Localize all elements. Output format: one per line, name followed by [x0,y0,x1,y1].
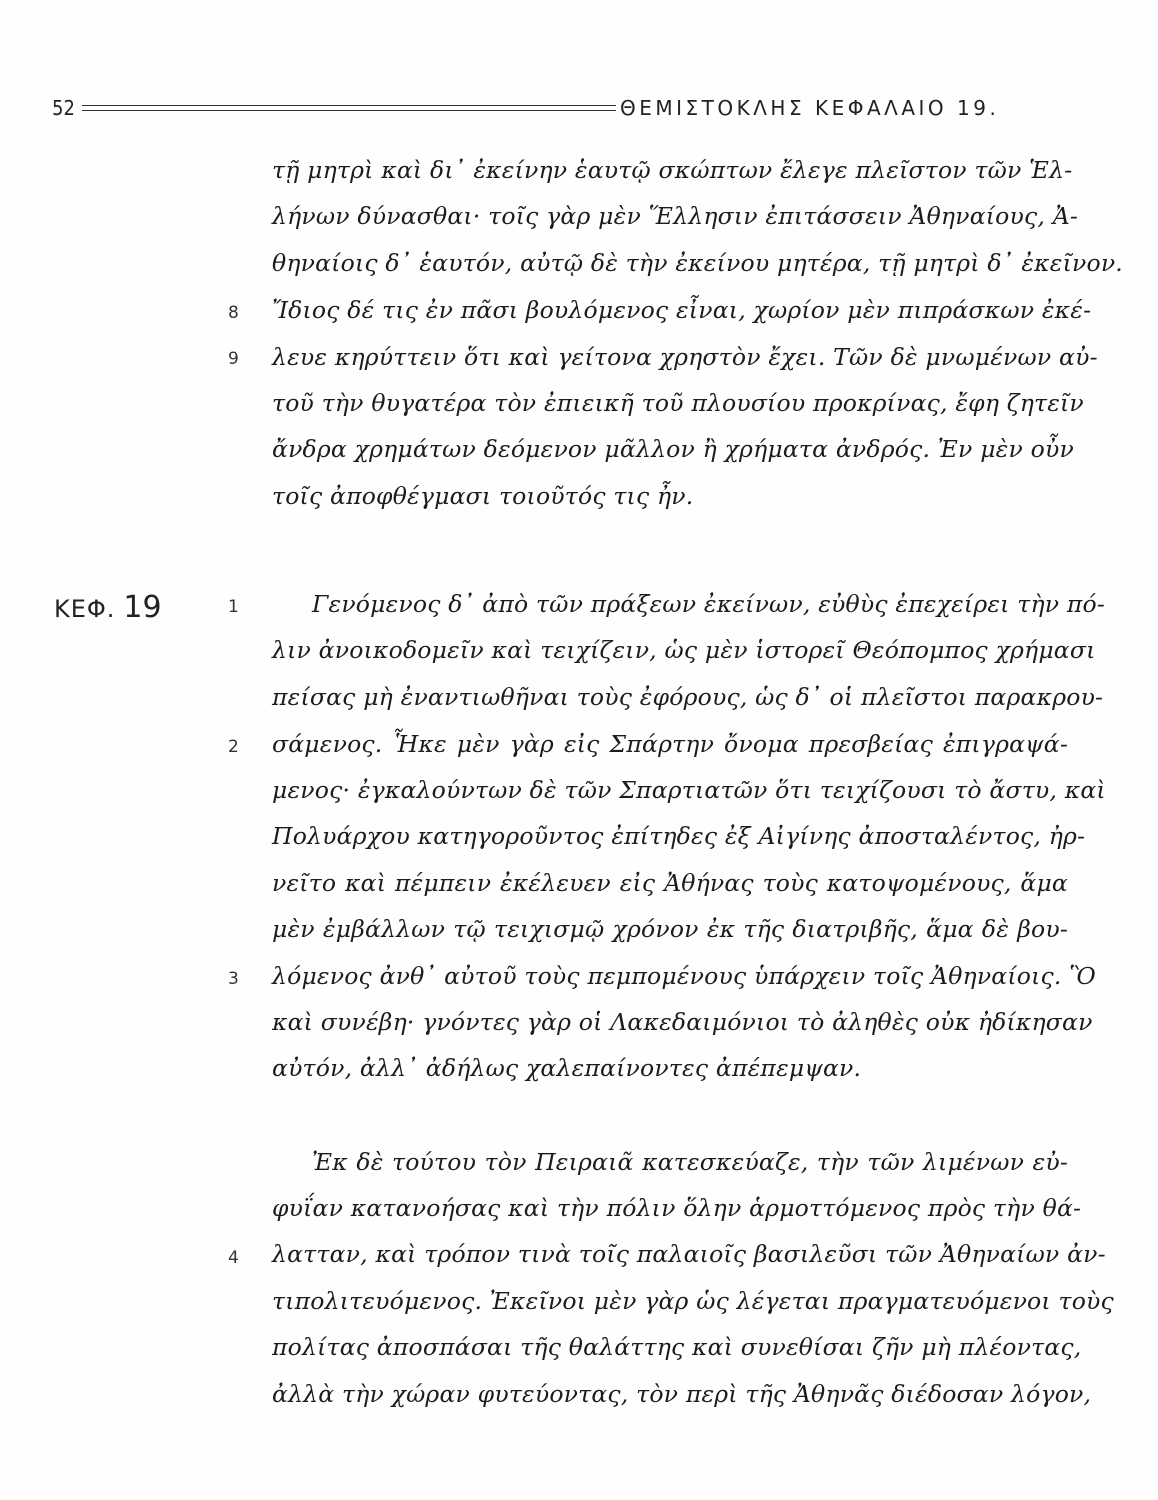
text-line: τῇ μητρὶ καὶ δι᾽ ἐκείνην ἑαυτῷ σκώπτων ἔλεγε πλεῖστον τῶν Ἑλ- [272,156,1073,184]
text-line: λήνων δύνασθαι· τοῖς γὰρ μὲν Ἕλλησιν ἐπιτάσσειν Ἀθηναίους, Ἀ- [272,202,1079,230]
text-line: θηναίοις δ᾽ ἑαυτόν, αὐτῷ δὲ τὴν ἐκείνου μητέρα, τῇ μητρὶ δ᾽ ἐκεῖνον. [272,249,1123,277]
text-line: φυΐαν κατανοήσας καὶ τὴν πόλιν ὅλην ἁρμοττόμενος πρὸς τὴν θά- [272,1194,1082,1222]
text-line: Ἴδιος δέ τις ἐν πᾶσι βουλόμενος εἶναι, χωρίον μὲν πιπράσκων ἐκέ- [272,296,1092,324]
text-line: πολίτας ἀποσπάσαι τῆς θαλάττης καὶ συνεθίσαι ζῆν μὴ πλέοντας, [272,1333,1082,1361]
text-line: Ἐκ δὲ τούτου τὸν Πειραιᾶ κατεσκεύαζε, τὴν τῶν λιμένων εὐ- [312,1148,1068,1176]
page-number: 52 [52,96,75,120]
text-line: τοῖς ἀποφθέγμασι τοιοῦτός τις ἦν. [272,482,694,510]
text-line: πείσας μὴ ἐναντιωθῆναι τοὺς ἐφόρους, ὡς δ᾽ οἱ πλεῖστοι παρακρου- [272,683,1104,711]
section-number: 3 [228,969,239,989]
section-number: 4 [228,1248,239,1268]
text-line: Γενόμενος δ᾽ ἀπὸ τῶν πράξεων ἐκείνων, εὐθὺς ἐπεχείρει τὴν πό- [312,590,1106,618]
text-line: ἀλλὰ τὴν χώραν φυτεύοντας, τὸν περὶ τῆς Ἀθηνᾶς διέδοσαν λόγον, [272,1380,1092,1408]
text-line: τιπολιτευόμενος. Ἐκεῖνοι μὲν γὰρ ὡς λέγεται πραγματευόμενοι τοὺς [272,1287,1114,1315]
text-line: νεῖτο καὶ πέμπειν ἐκέλευεν εἰς Ἀθήνας τοὺς κατοψομένους, ἅμα [272,869,1068,897]
running-head: ΘΕΜΙΣΤΟΚΛΗΣ ΚΕΦΑΛΑΙΟ 19. [620,96,1000,120]
text-line: μὲν ἐμβάλλων τῷ τειχισμῷ χρόνον ἐκ τῆς διατριβῆς, ἅμα δὲ βου- [272,915,1068,943]
section-number: 8 [228,303,239,323]
chapter-number: 19 [123,590,162,625]
header-double-rule [82,105,616,111]
text-line: αὐτόν, ἀλλ᾽ ἀδήλως χαλεπαίνοντες ἀπέπεμψαν. [272,1054,862,1082]
text-line: λιν ἀνοικοδομεῖν καὶ τειχίζειν, ὡς μὲν ἱστορεῖ Θεόπομπος χρήμασι [272,636,1096,664]
text-line: τοῦ τὴν θυγατέρα τὸν ἐπιεικῆ τοῦ πλουσίου προκρίνας, ἔφη ζητεῖν [272,389,1084,417]
text-line: λατταν, καὶ τρόπον τινὰ τοῖς παλαιοῖς βασιλεῦσι τῶν Ἀθηναίων ἀν- [272,1240,1106,1268]
chapter-label [54,590,162,625]
text-line: Πολυάρχου κατηγοροῦντος ἐπίτηδες ἐξ Αἰγίνης ἀποσταλέντος, ἠρ- [272,822,1086,850]
page-header [52,96,1092,126]
section-number: 9 [228,349,239,369]
text-line: σάμενος. Ἧκε μὲν γὰρ εἰς Σπάρτην ὄνομα πρεσβείας ἐπιγραψά- [272,730,1068,758]
text-line: ἄνδρα χρημάτων δεόμενον μᾶλλον ἢ χρήματα ἀνδρός. Ἐν μὲν οὖν [272,435,1074,463]
section-number: 2 [228,737,239,757]
section-number: 1 [228,597,239,617]
text-line: λόμενος ἀνθ᾽ αὐτοῦ τοὺς πεμπομένους ὑπάρχειν τοῖς Ἀθηναίοις. Ὃ [272,962,1096,990]
chapter-word: ΚΕΦ. [54,595,116,623]
text-line: καὶ συνέβη· γνόντες γὰρ οἱ Λακεδαιμόνιοι τὸ ἀληθὲς οὐκ ἠδίκησαν [272,1008,1093,1036]
text-line: λευε κηρύττειν ὅτι καὶ γείτονα χρηστὸν ἔχει. Τῶν δὲ μνωμένων αὐ- [272,343,1098,371]
text-line: μενος· ἐγκαλούντων δὲ τῶν Σπαρτιατῶν ὅτι τειχίζουσι τὸ ἄστυ, καὶ [272,776,1106,804]
